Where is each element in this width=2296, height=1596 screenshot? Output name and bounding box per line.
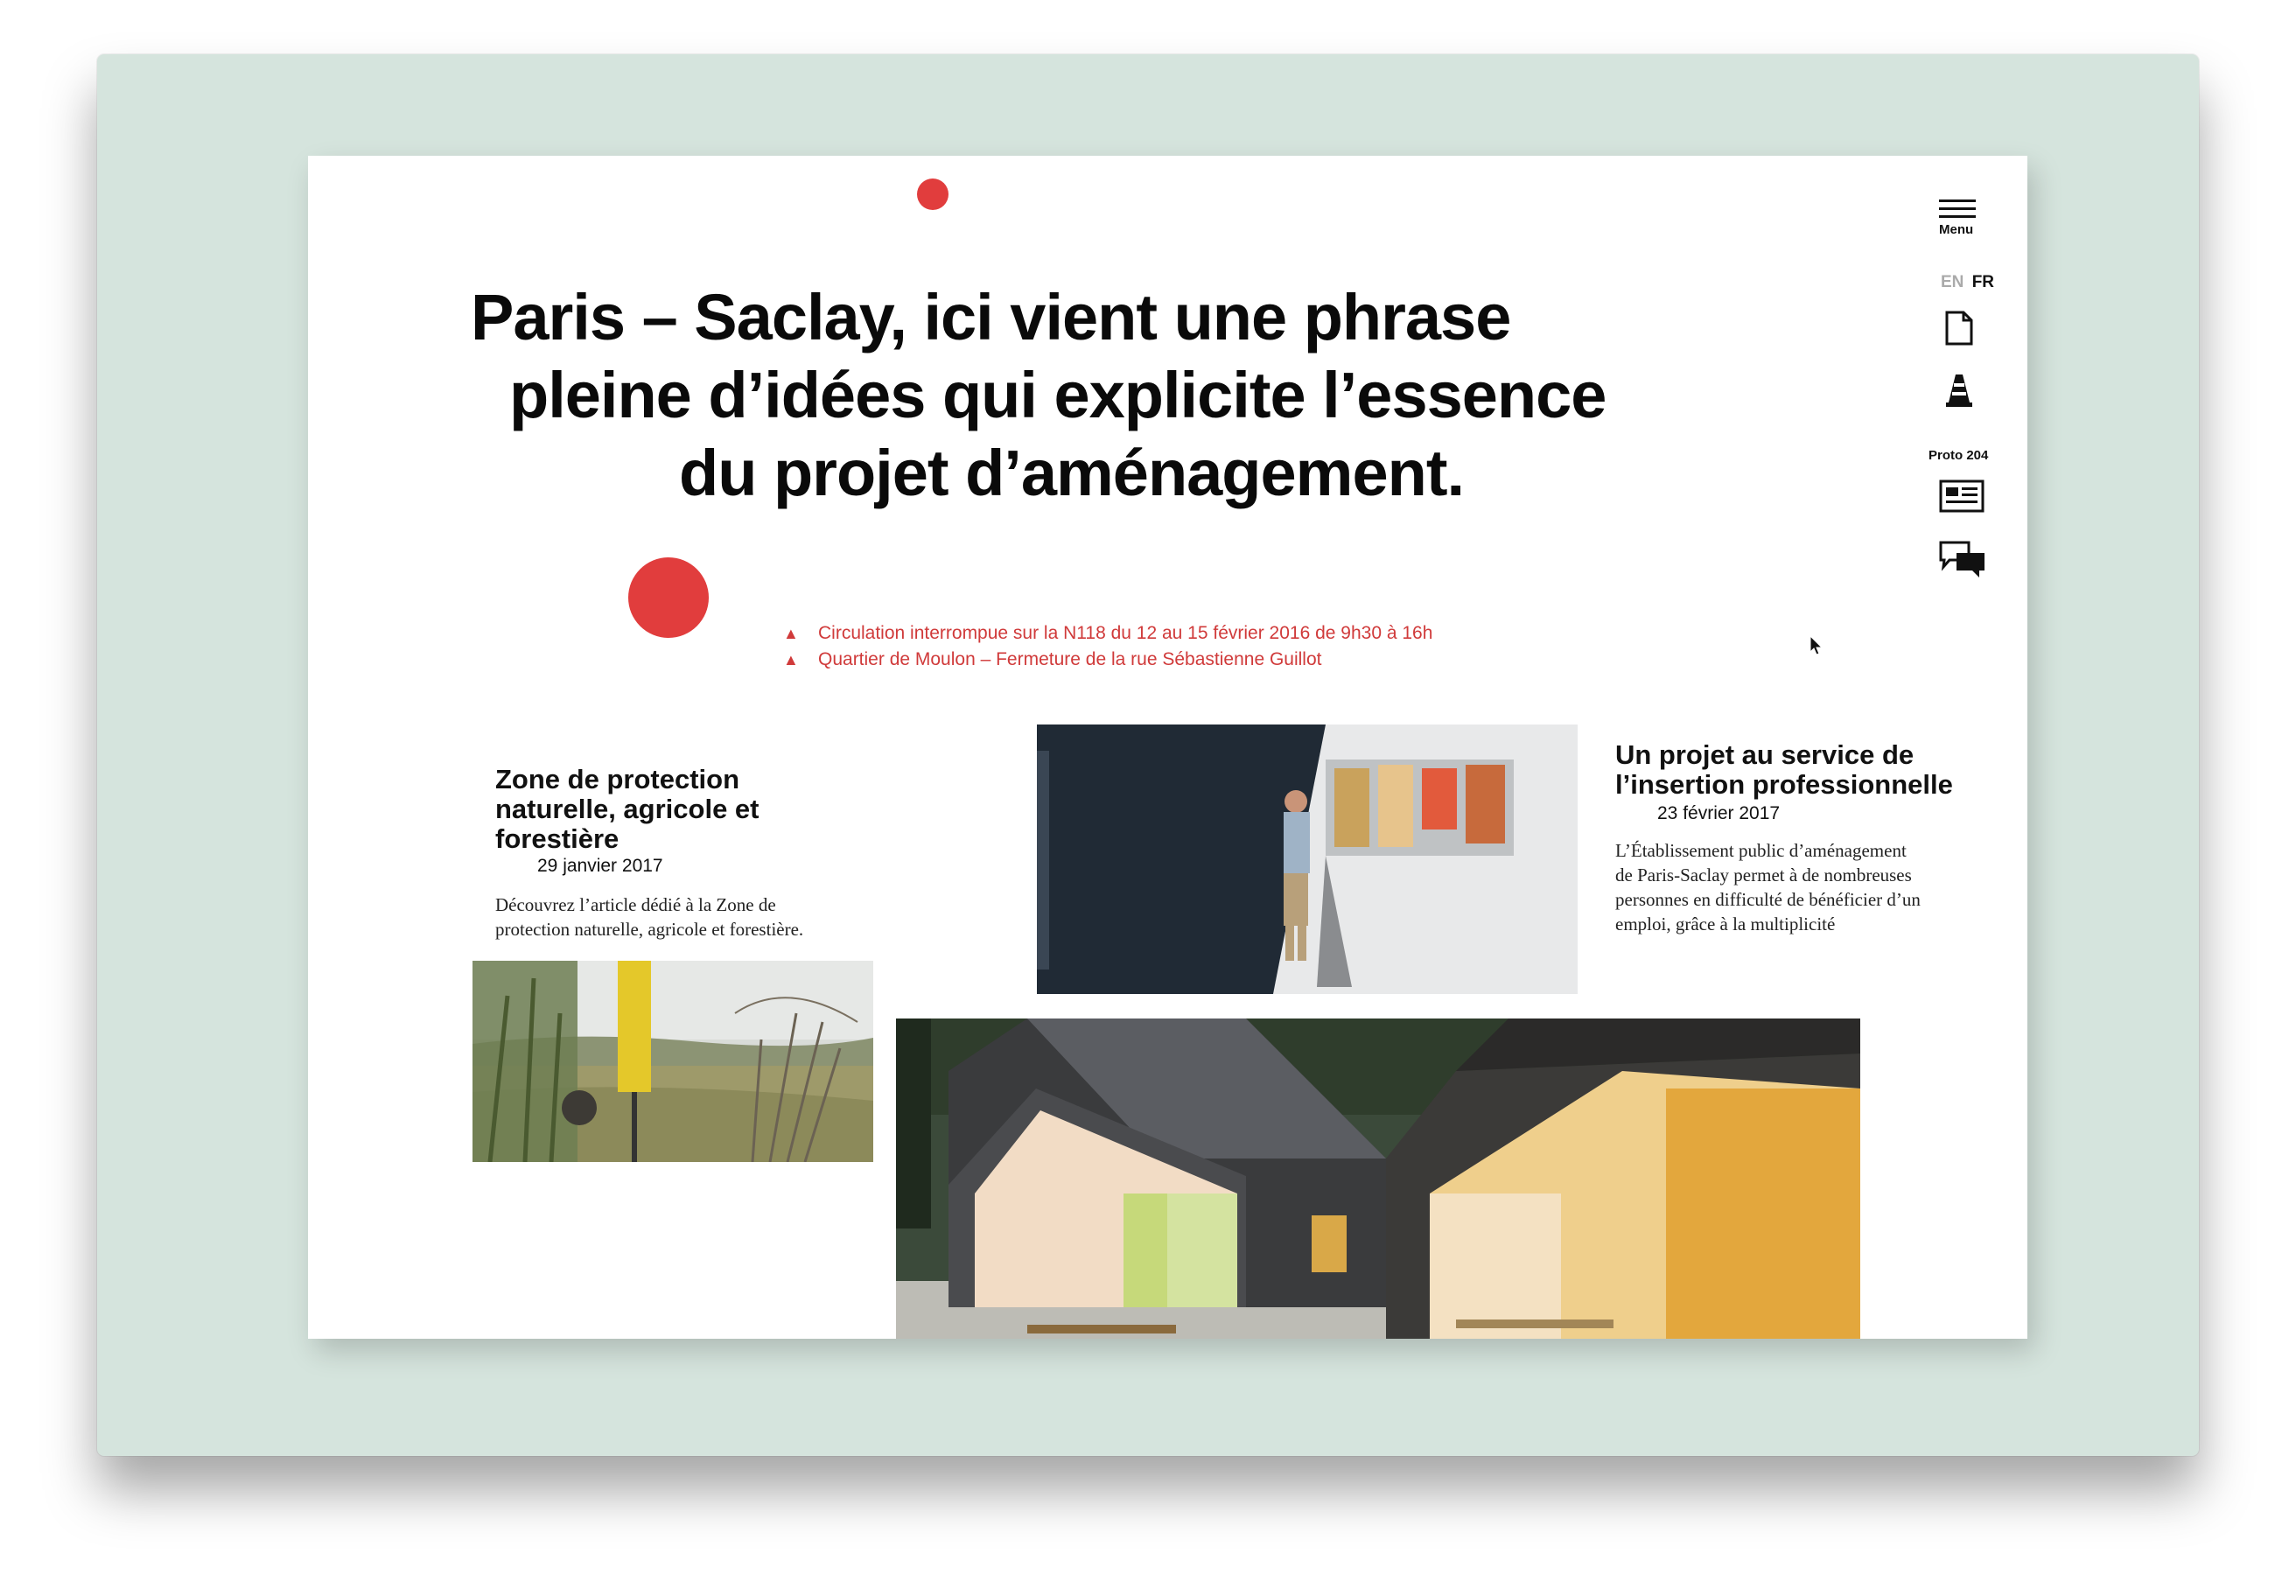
traffic-cone-icon xyxy=(1946,373,1972,408)
browser-window xyxy=(97,54,2199,1456)
menu-label: Menu xyxy=(1939,222,1974,237)
document-button[interactable] xyxy=(1944,310,1974,351)
web-page xyxy=(308,156,2027,1339)
news-button[interactable] xyxy=(1939,480,1984,517)
headline-line-3: du projet d’aménagement. xyxy=(679,437,1465,509)
traffic-cone-icon: ▲ xyxy=(783,625,799,642)
menu-icon xyxy=(1937,198,1978,220)
chat-button[interactable] xyxy=(1939,541,1986,584)
proto-label: Proto 204 xyxy=(1928,448,1989,463)
article-date: 23 février 2017 xyxy=(1657,803,1781,823)
article-excerpt xyxy=(1615,838,2018,936)
article-title[interactable] xyxy=(495,765,880,854)
excerpt-line: de Paris-Saclay permet à de nombreuses xyxy=(1615,864,1912,886)
excerpt-line: L’Établissement public d’aménagement xyxy=(1615,840,1907,861)
small-red-dot xyxy=(917,178,948,210)
alert-text: Quartier de Moulon – Fermeture de la rue Sébastienne Guillot xyxy=(818,649,1322,669)
lang-fr-link[interactable]: FR xyxy=(1971,273,1995,291)
gallery-photo[interactable] xyxy=(1037,724,1578,994)
news-icon xyxy=(1939,480,1984,513)
article-title-line: naturelle, agricole et xyxy=(495,794,760,824)
architecture-photo[interactable] xyxy=(896,1018,1860,1339)
language-switch xyxy=(1941,273,1994,292)
gallery-photo-graphic xyxy=(1037,724,1578,994)
chat-icon xyxy=(1939,541,1986,579)
article-title-line: Zone de protection xyxy=(495,764,739,794)
landscape-photo-graphic xyxy=(472,961,873,1162)
menu-button[interactable] xyxy=(1937,198,1978,242)
headline-line-2: pleine d’idées qui explicite l’essence xyxy=(509,359,1606,431)
architecture-photo-graphic xyxy=(896,1018,1860,1339)
article-title-line: l’insertion professionnelle xyxy=(1615,769,1953,800)
excerpt-line: personnes en difficulté de bénéficier d’un xyxy=(1615,889,1921,910)
page-headline xyxy=(448,278,1760,512)
article-date: 29 janvier 2017 xyxy=(537,856,663,876)
excerpt-line: Découvrez l’article dédié à la Zone de xyxy=(495,894,776,915)
excerpt-line: protection naturelle, agricole et forestière. xyxy=(495,919,804,940)
large-red-dot xyxy=(628,557,709,638)
article-excerpt xyxy=(495,892,898,942)
article-title-line: forestière xyxy=(495,823,620,854)
excerpt-line: emploi, grâce à la multiplicité xyxy=(1615,914,1836,934)
traffic-cone-icon: ▲ xyxy=(783,651,799,668)
cursor-icon xyxy=(1810,635,1824,656)
article-title[interactable] xyxy=(1615,740,2018,800)
alert-item[interactable] xyxy=(783,649,1321,670)
alert-text: Circulation interrompue sur la N118 du 12 au 15 février 2016 de 9h30 à 16h xyxy=(818,623,1433,643)
mouse-cursor xyxy=(1810,635,1824,661)
traffic-button[interactable] xyxy=(1946,373,1972,412)
document-icon xyxy=(1944,310,1974,346)
landscape-photo[interactable] xyxy=(472,961,873,1162)
alert-item[interactable] xyxy=(783,623,1432,644)
article-title-line: Un projet au service de xyxy=(1615,739,1914,770)
lang-en-link[interactable]: EN xyxy=(1941,273,1964,291)
headline-line-1: Paris – Saclay, ici vient une phrase xyxy=(471,281,1511,354)
